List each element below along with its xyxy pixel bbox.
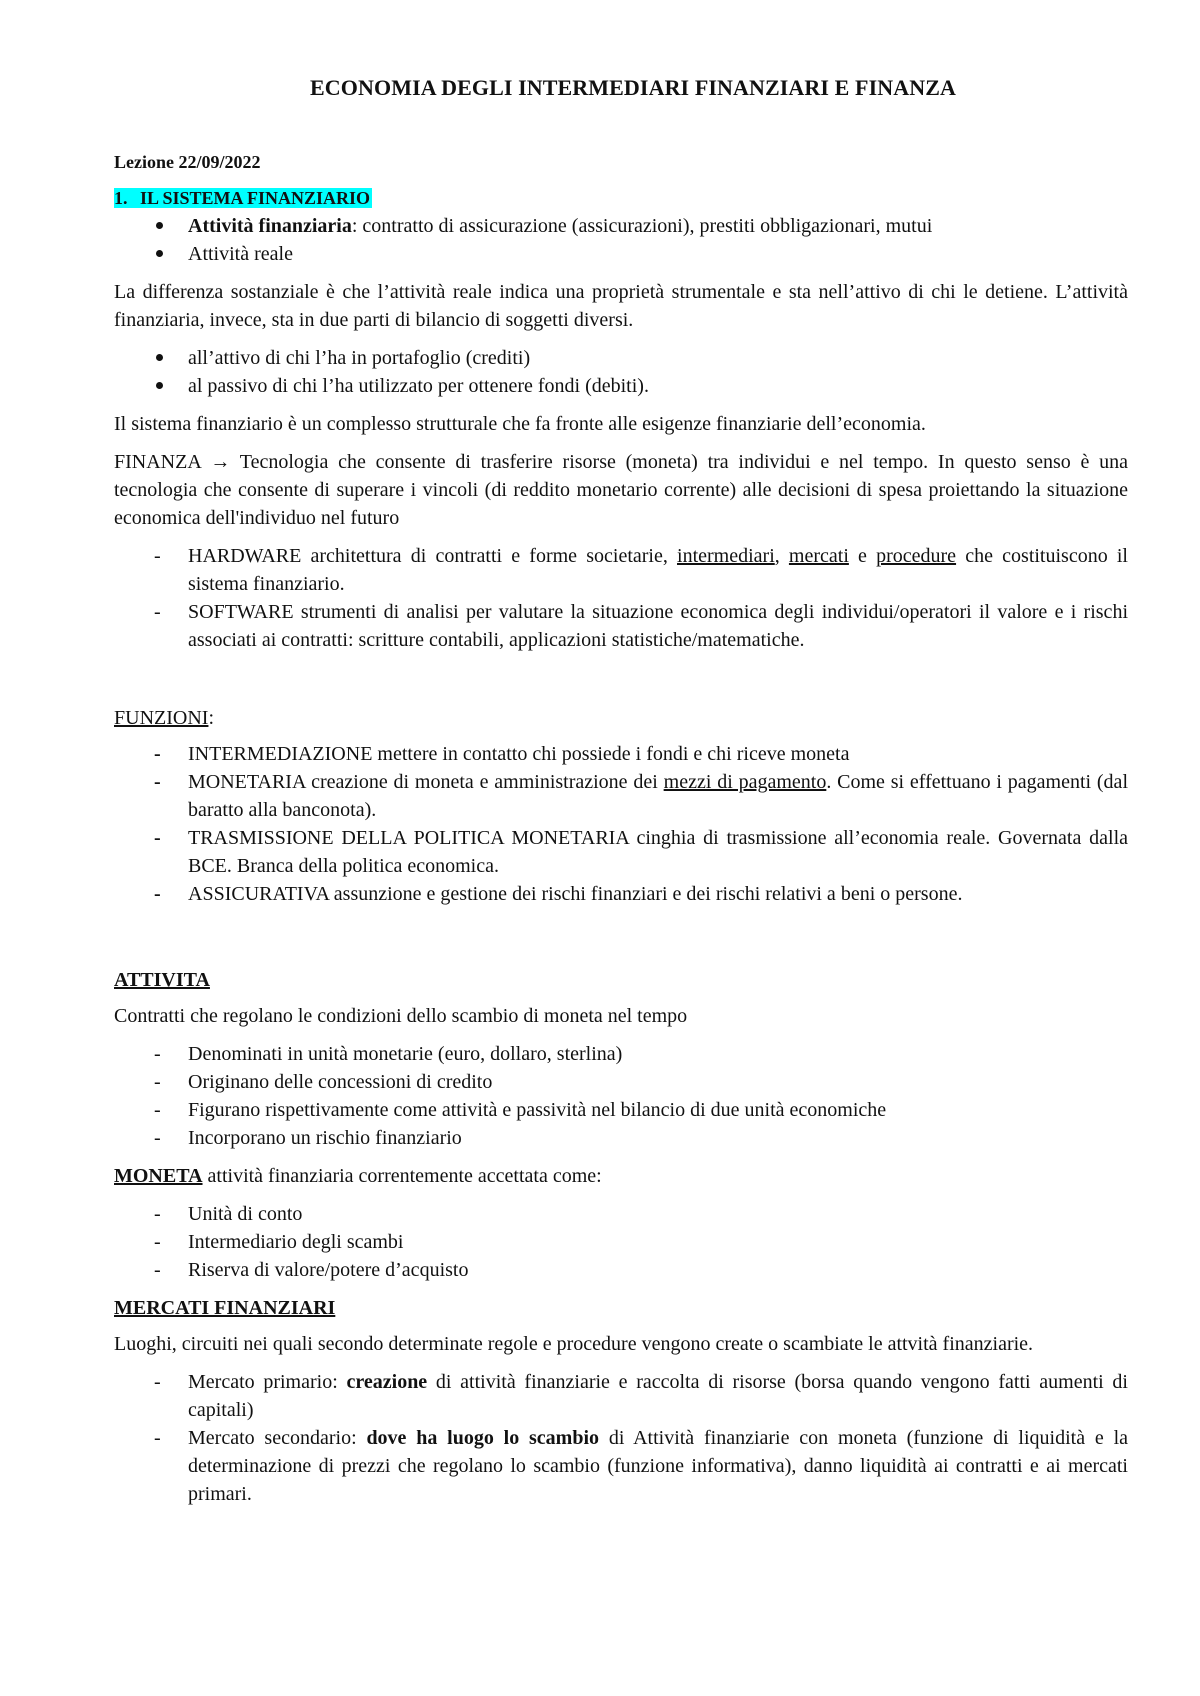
paragraph-system: Il sistema finanziario è un complesso strutturale che fa fronte alle esigenze finanziarie dell’economia. xyxy=(114,413,926,435)
heading-text: FUNZIONI xyxy=(114,707,209,729)
list-item: - Denominati in unità monetarie (euro, dollaro, sterlina) xyxy=(114,1040,1128,1068)
list-item: - INTERMEDIAZIONE mettere in contatto chi possiede i fondi e chi riceve moneta xyxy=(114,740,1128,768)
item-text: Mercato secondario: xyxy=(188,1427,367,1449)
list-item: - Figurano rispettivamente come attività e passività nel bilancio di due unità economiche xyxy=(114,1096,1128,1124)
moneta-heading: MONETA xyxy=(114,1165,203,1187)
section-heading-attivita: ATTIVITA xyxy=(114,969,210,991)
paragraph-finanza: FINANZA → Tecnologia che consente di trasferire risorse (moneta) tra individui e nel tempo. In questo senso è una tecnologia che consente di superare i vincoli (di reddito monetario corrente) alle decisioni di spesa proiettando la situazione economica dell'individuo nel futuro xyxy=(114,451,1128,529)
highlighted-heading xyxy=(114,188,372,208)
underlined-term: mercati xyxy=(788,545,849,567)
term-bold: creazione xyxy=(346,1371,428,1393)
paragraph-difference: La differenza sostanziale è che l’attività reale indica una proprietà strumentale e sta nell’attivo di chi le detiene. L’attività finanziaria, invece, sta in due parti di bilancio di soggetti diversi. xyxy=(114,281,1128,331)
item-text: . Come si effettuano i pagamenti (dal baratto alla banconota). xyxy=(188,771,1128,821)
item-text: di Attività finanziarie con moneta (funzione di liquidità e la determinazione di prezzi che regolano lo scambio (funzione informativa), danno liquidità ai contratti e ai mercati primari. xyxy=(188,1427,1128,1505)
paragraph-mercati-intro: Luoghi, circuiti nei quali secondo determinate regole e procedure vengono create o scambiate le attvità finanziarie. xyxy=(114,1333,1034,1355)
item-text: di attività finanziarie e raccolta di risorse (borsa quando vengono fatti aumenti di capitali) xyxy=(188,1371,1128,1421)
section-heading-sistema-finanziario xyxy=(114,184,1128,212)
underlined-term: procedure xyxy=(876,545,957,567)
item-text: HARDWARE architettura di contratti e forme societarie, xyxy=(188,545,678,567)
list-item xyxy=(114,768,1128,824)
list-item-hardware xyxy=(114,542,1128,598)
section-number: 1. xyxy=(114,188,128,208)
list-item: al passivo di chi l’ha utilizzato per ottenere fondi (debiti). xyxy=(114,372,1128,400)
list-item-primario xyxy=(114,1368,1128,1424)
list-item: - Originano delle concessioni di credito xyxy=(114,1068,1128,1096)
paragraph-moneta xyxy=(114,1162,1128,1190)
section-title: IL SISTEMA FINANZIARIO xyxy=(140,188,371,208)
item-text: : contratto di assicurazione (assicurazioni), prestiti obbligazionari, mutui xyxy=(351,215,933,237)
item-text: , xyxy=(774,545,789,567)
list-item: all’attivo di chi l’ha in portafoglio (crediti) xyxy=(114,344,1128,372)
list-item: - Incorporano un rischio finanziario xyxy=(114,1124,1128,1152)
item-text: MONETARIA creazione di moneta e amministrazione dei xyxy=(188,771,664,793)
item-text: e xyxy=(848,545,877,567)
item-text: attività finanziaria correntemente accettata come: xyxy=(202,1165,602,1187)
list-item: - TRASMISSIONE DELLA POLITICA MONETARIA cinghia di trasmissione all’economia reale. Governata dalla BCE. Branca della politica economica. xyxy=(114,824,1128,880)
funzioni-list xyxy=(114,740,1128,908)
moneta-list xyxy=(114,1200,1128,1284)
list-item: - Unità di conto xyxy=(114,1200,1128,1228)
hardware-software-list xyxy=(114,542,1128,654)
term-bold: dove ha luogo lo scambio xyxy=(366,1427,600,1449)
list-item: - ASSICURATIVA assunzione e gestione dei rischi finanziari e dei rischi relativi a beni o persone. xyxy=(114,880,1128,908)
list-item-secondario xyxy=(114,1424,1128,1508)
section-heading-funzioni xyxy=(114,704,1128,732)
list-item: - Riserva di valore/potere d’acquisto xyxy=(114,1256,1128,1284)
attivita-list xyxy=(114,1040,1128,1152)
term-bold: Attività finanziaria xyxy=(188,215,352,237)
activities-list xyxy=(114,212,1128,268)
underlined-term: mezzi di pagamento xyxy=(663,771,827,793)
paragraph-attivita-intro: Contratti che regolano le condizioni dello scambio di moneta nel tempo xyxy=(114,1005,688,1027)
list-item: Attività reale xyxy=(114,240,1128,268)
heading-colon: : xyxy=(208,707,214,729)
mercati-list xyxy=(114,1368,1128,1508)
underlined-term: intermediari xyxy=(677,545,775,567)
lesson-date: Lezione 22/09/2022 xyxy=(114,152,261,172)
list-item-software: - SOFTWARE strumenti di analisi per valutare la situazione economica degli individui/operatori il valore e i rischi associati ai contratti: scritture contabili, applicazioni statistiche/matematiche. xyxy=(114,598,1128,654)
section-heading-mercati: MERCATI FINANZIARI xyxy=(114,1297,336,1319)
list-item: - Intermediario degli scambi xyxy=(114,1228,1128,1256)
document-title: ECONOMIA DEGLI INTERMEDIARI FINANZIARI E FINANZA xyxy=(310,75,956,100)
item-text: Mercato primario: xyxy=(188,1371,347,1393)
item-text: che costituiscono il sistema finanziario. xyxy=(188,545,1128,595)
list-item xyxy=(114,212,1128,240)
balance-list xyxy=(114,344,1128,400)
